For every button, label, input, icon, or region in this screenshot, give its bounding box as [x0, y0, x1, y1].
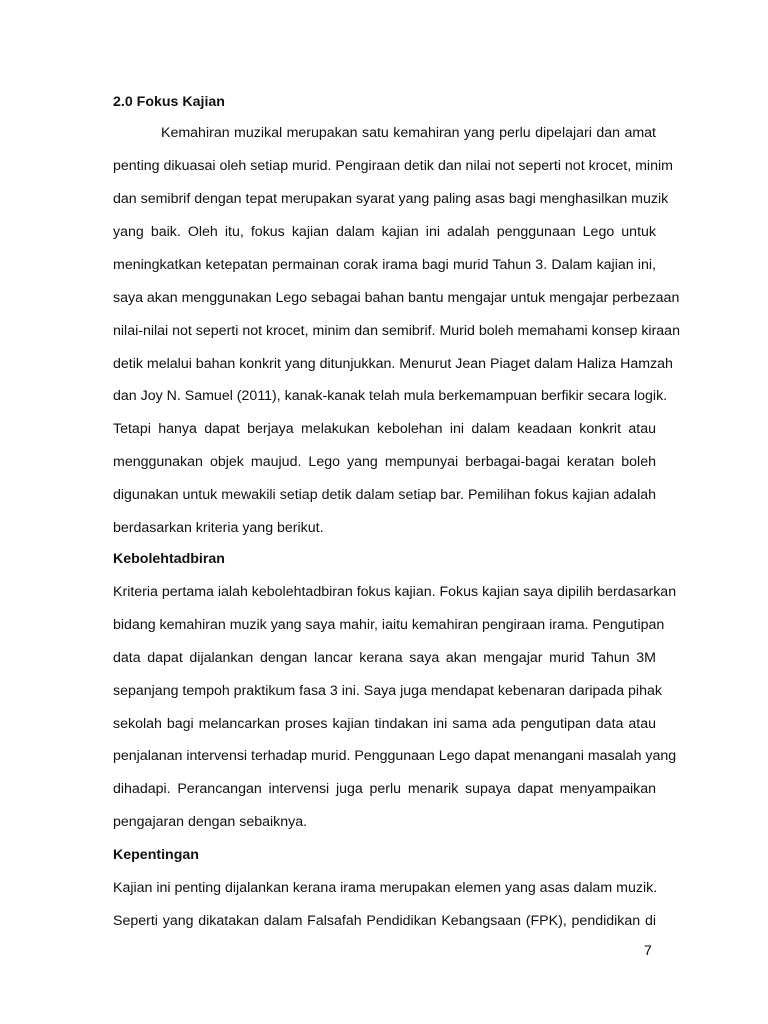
paragraph-line: bidang kemahiran muzik yang saya mahir, iaitu kemahiran pengiraan irama. Pengutipan	[113, 617, 665, 633]
paragraph-line: menggunakan objek maujud. Lego yang mempunyai berbagai-bagai keratan boleh	[113, 454, 656, 470]
subheading-kepentingan: Kepentingan	[113, 847, 199, 863]
paragraph-line: berdasarkan kriteria yang berikut.	[113, 520, 324, 536]
paragraph-line: Kriteria pertama ialah kebolehtadbiran fokus kajian. Fokus kajian saya dipilih berdasarkan	[113, 584, 677, 600]
paragraph-line: yang baik. Oleh itu, fokus kajian dalam kajian ini adalah penggunaan Lego untuk	[113, 224, 656, 240]
paragraph-line: Kajian ini penting dijalankan kerana irama merupakan elemen yang asas dalam muzik.	[113, 880, 658, 896]
paragraph-line: penting dikuasai oleh setiap murid. Pengiraan detik dan nilai not seperti not krocet, minim	[113, 158, 673, 174]
paragraph-line: detik melalui bahan konkrit yang ditunjukkan. Menurut Jean Piaget dalam Haliza Hamzah	[113, 356, 673, 372]
paragraph-line: sepanjang tempoh praktikum fasa 3 ini. Saya juga mendapat kebenaran daripada pihak	[113, 683, 662, 699]
paragraph-line: Seperti yang dikatakan dalam Falsafah Pendidikan Kebangsaan (FPK), pendidikan di	[113, 913, 656, 929]
paragraph-line: saya akan menggunakan Lego sebagai bahan bantu mengajar untuk mengajar perbezaan	[113, 290, 680, 306]
page-number: 7	[644, 943, 652, 959]
paragraph-line: dihadapi. Perancangan intervensi juga perlu menarik supaya dapat menyampaikan	[113, 781, 656, 797]
paragraph-line: dan semibrif dengan tepat merupakan syarat yang paling asas bagi menghasilkan muzik	[113, 191, 669, 207]
paragraph-line: sekolah bagi melancarkan proses kajian tindakan ini sama ada pengutipan data atau	[113, 716, 656, 732]
paragraph-line: dan Joy N. Samuel (2011), kanak-kanak telah mula berkemampuan berfikir secara logik.	[113, 388, 668, 404]
paragraph-line: penjalanan intervensi terhadap murid. Penggunaan Lego dapat menangani masalah yang	[113, 748, 677, 764]
paragraph-line: Kemahiran muzikal merupakan satu kemahiran yang perlu dipelajari dan amat	[161, 125, 656, 141]
paragraph-line: meningkatkan ketepatan permainan corak irama bagi murid Tahun 3. Dalam kajian ini,	[113, 257, 656, 273]
paragraph-line: Tetapi hanya dapat berjaya melakukan kebolehan ini dalam keadaan konkrit atau	[113, 421, 656, 437]
section-title: 2.0 Fokus Kajian	[113, 94, 225, 110]
paragraph-line: pengajaran dengan sebaiknya.	[113, 814, 308, 830]
subheading-kebolehtadbiran: Kebolehtadbiran	[113, 551, 225, 567]
paragraph-line: digunakan untuk mewakili setiap detik dalam setiap bar. Pemilihan fokus kajian adalah	[113, 487, 656, 503]
paragraph-line: data dapat dijalankan dengan lancar kerana saya akan mengajar murid Tahun 3M	[113, 650, 656, 666]
paragraph-line: nilai-nilai not seperti not krocet, minim dan semibrif. Murid boleh memahami konsep kiraan	[113, 323, 680, 339]
